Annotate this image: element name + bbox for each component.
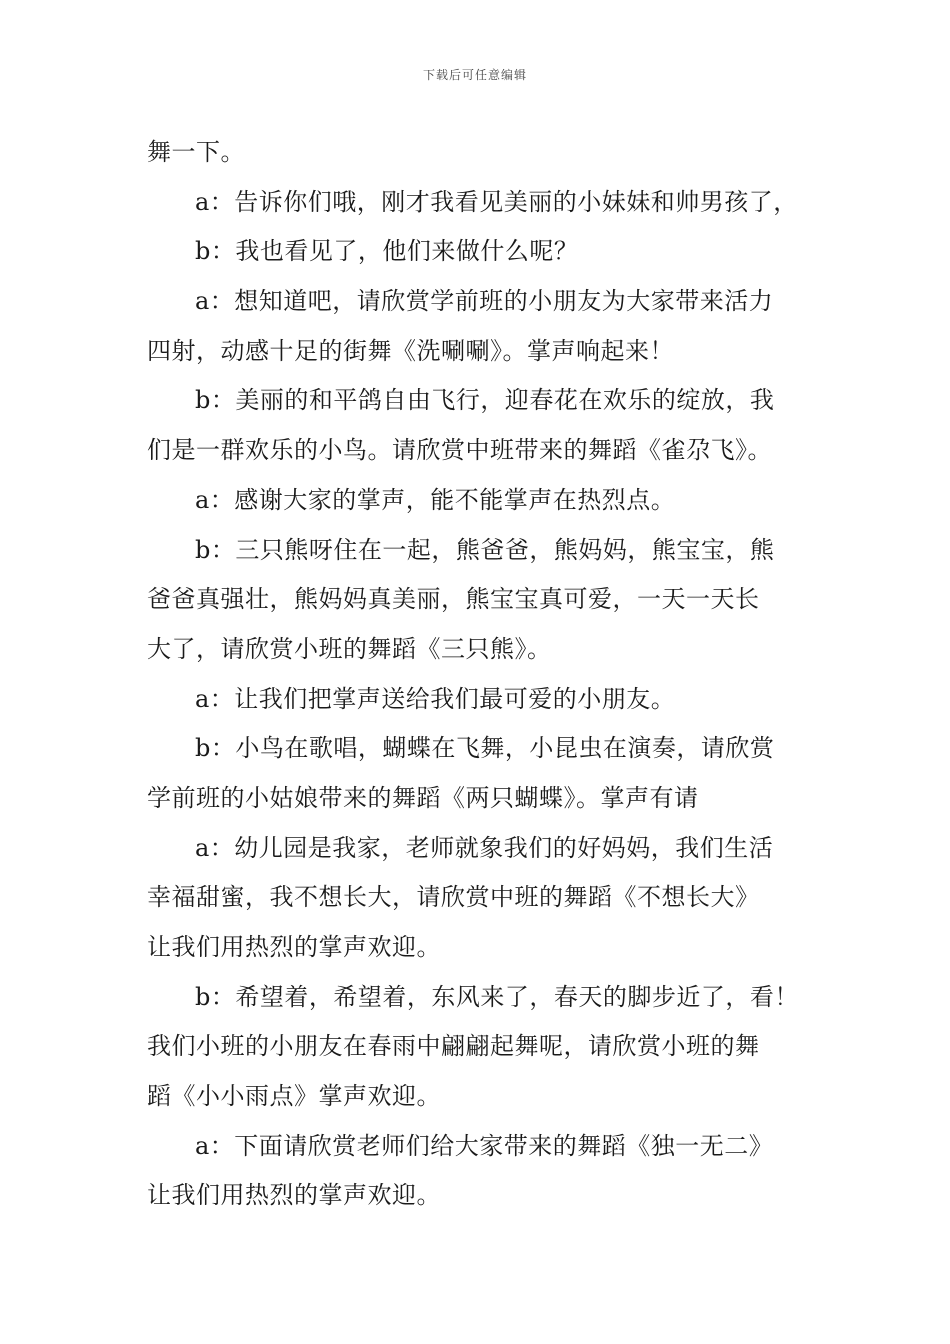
text-line: a：幼儿园是我家，老师就象我们的好妈妈，我们生活 [195,833,774,862]
text-line: 学前班的小姑娘带来的舞蹈《两只蝴蝶》。掌声有请 [147,783,699,812]
text-line: a：告诉你们哦，刚才我看见美丽的小妹妹和帅男孩了， [195,187,798,216]
text-line: a：感谢大家的掌声，能不能掌声在热烈点。 [195,485,676,514]
text-line: 爸爸真强壮，熊妈妈真美丽，熊宝宝真可爱，一天一天长 [147,585,760,614]
text-line: b：美丽的和平鸽自由飞行，迎春花在欢乐的绽放，我 [195,386,775,415]
text-line: b：希望着，希望着，东风来了，春天的脚步近了，看！ [195,982,799,1011]
document-body [147,128,812,1221]
text-line: b：三只熊呀住在一起，熊爸爸，熊妈妈，熊宝宝，熊 [195,535,775,564]
text-line: 我们小班的小朋友在春雨中翩翩起舞呢，请欣赏小班的舞 [147,1032,760,1061]
text-line: 大了，请欣赏小班的舞蹈《三只熊》。 [147,634,552,663]
text-line: 让我们用热烈的掌声欢迎。 [147,1181,441,1210]
text-line: 四射，动感十足的街舞《洗唰唰》。掌声响起来！ [147,336,674,365]
text-line: 舞一下。 [147,138,245,166]
text-line: b：我也看见了，他们来做什么呢？ [195,237,579,266]
text-line: 让我们用热烈的掌声欢迎。 [147,933,441,961]
page-header: 下载后可任意编辑 [422,68,527,82]
text-line: 们是一群欢乐的小鸟。请欣赏中班带来的舞蹈《雀尕飞》。 [147,436,772,465]
text-line: b：小鸟在歌唱，蝴蝶在飞舞，小昆虫在演奏，请欣赏 [195,734,775,763]
text-line: a：下面请欣赏老师们给大家带来的舞蹈《独一无二》 [195,1131,774,1160]
text-line: 蹈《小小雨点》掌声欢迎。 [147,1082,441,1111]
text-line: a：想知道吧，请欣赏学前班的小朋友为大家带来活力 [195,287,774,316]
text-line: 幸福甜蜜，我不想长大，请欣赏中班的舞蹈《不想长大》 [147,883,760,912]
text-line: a：让我们把掌声送给我们最可爱的小朋友。 [195,684,676,713]
